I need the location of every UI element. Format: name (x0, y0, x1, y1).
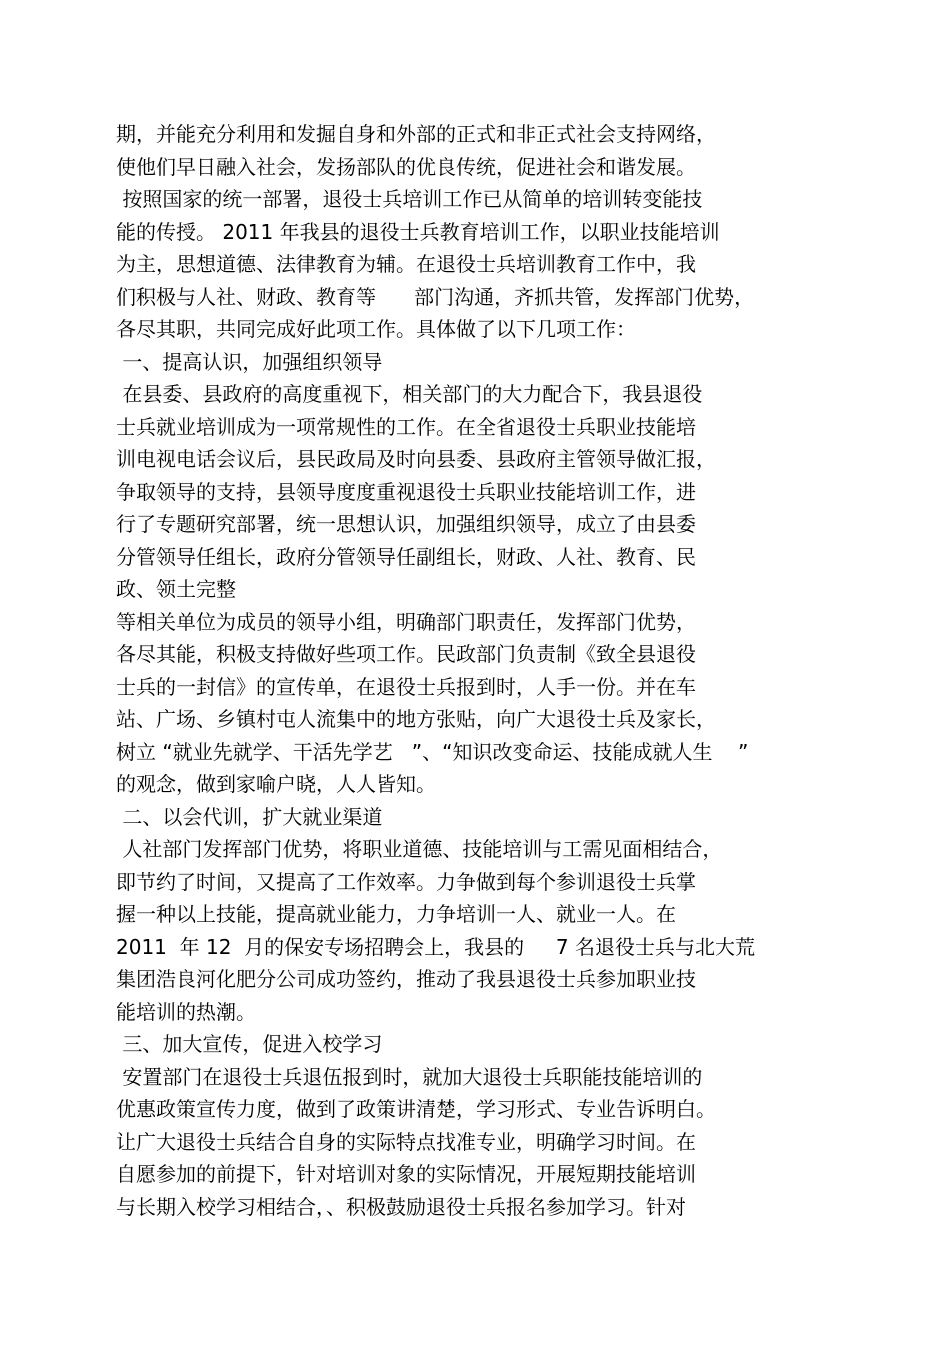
section-heading-1: 一、提高认识，加强组织领导 (116, 349, 383, 374)
text-line-34: 与长期入校学习相结合，、积极鼓励退役士兵报名参加学习。针对 (116, 1194, 686, 1219)
body-text (116, 118, 836, 1223)
text-line-3: 按照国家的统一部署，退役士兵培训工作已从简单的培训转变能技 (116, 187, 703, 211)
text-line-7: 各尽其职，共同完成好此项工作。具体做了以下几项工作： (116, 317, 636, 341)
text-line-26: 2011 年 12 月的保安专场招聘会上，我县的 7 名退役士兵与北大荒 (116, 934, 756, 959)
text-line-19: 站、广场、乡镇村屯人流集中的地方张贴，向广大退役士兵及家长， (116, 707, 716, 731)
text-line-11: 训电视电话会议后，县民政局及时向县委、县政府主管领导做汇报， (116, 447, 716, 471)
text-line-24: 即节约了时间，又提高了工作效率。力争做到每个参训退役士兵掌 (116, 869, 696, 894)
text-line-13: 行了专题研究部署，统一思想认识，加强组织领导，成立了由县委 (116, 512, 696, 536)
text-line-15: 政、领土完整 (116, 577, 236, 601)
text-line-23: 人社部门发挥部门优势，将职业道德、技能培训与工需见面相结合， (116, 837, 723, 861)
text-line-21: 的观念，做到家喻户晓，人人皆知。 (116, 772, 436, 796)
text-line-28: 能培训的热潮。 (116, 999, 256, 1024)
text-line-4: 能的传授。 2011 年我县的退役士兵教育培训工作，以职业技能培训 (116, 219, 720, 244)
text-line-1: 期，并能充分利用和发掘自身和外部的正式和非正式社会支持网络， (116, 122, 716, 146)
text-line-5: 为主，思想道德、法律教育为辅。在退役士兵培训教育工作中，我 (116, 252, 696, 276)
text-line-14: 分管领导任组长，政府分管领导任副组长，财政、人社、教育、民 (116, 544, 696, 569)
text-line-31: 优惠政策宣传力度，做到了政策讲清楚，学习形式、专业告诉明白。 (116, 1097, 716, 1121)
text-line-10: 士兵就业培训成为一项常规性的工作。在全省退役士兵职业技能培 (116, 414, 696, 439)
section-heading-3: 三、加大宣传，促进入校学习 (116, 1032, 383, 1056)
text-line-25: 握一种以上技能，提高就业能力，力争培训一人、就业一人。在 (116, 902, 676, 926)
text-line-16: 等相关单位为成员的领导小组，明确部门职责任，发挥部门优势， (116, 609, 696, 634)
text-line-18: 士兵的一封信》的宣传单，在退役士兵报到时，人手一份。并在车 (116, 674, 696, 699)
text-line-6: 们积极与人社、财政、教育等 部门沟通，齐抓共管，发挥部门优势， (116, 284, 755, 309)
text-line-9: 在县委、县政府的高度重视下，相关部门的大力配合下，我县退役 (116, 382, 703, 406)
text-line-33: 自愿参加的前提下，针对培训对象的实际情况，开展短期技能培训 (116, 1162, 696, 1186)
text-line-12: 争取领导的支持，县领导度度重视退役士兵职业技能培训工作，进 (116, 479, 696, 504)
section-heading-2: 二、以会代训，扩大就业渠道 (116, 804, 383, 829)
text-line-27: 集团浩良河化肥分公司成功签约，推动了我县退役士兵参加职业技 (116, 967, 696, 991)
text-line-2: 使他们早日融入社会，发扬部队的优良传统，促进社会和谐发展。 (116, 154, 696, 179)
text-line-17: 各尽其能，积极支持做好些项工作。民政部门负责制《致全县退役 (116, 642, 696, 666)
text-line-30: 安置部门在退役士兵退伍报到时，就加大退役士兵职能技能培训的 (116, 1064, 703, 1089)
text-line-20: 树立 “就业先就学、干活先学艺 ”、“知识改变命运、技能成就人生 ” (116, 739, 749, 764)
text-line-32: 让广大退役士兵结合自身的实际特点找准专业，明确学习时间。在 (116, 1129, 696, 1154)
